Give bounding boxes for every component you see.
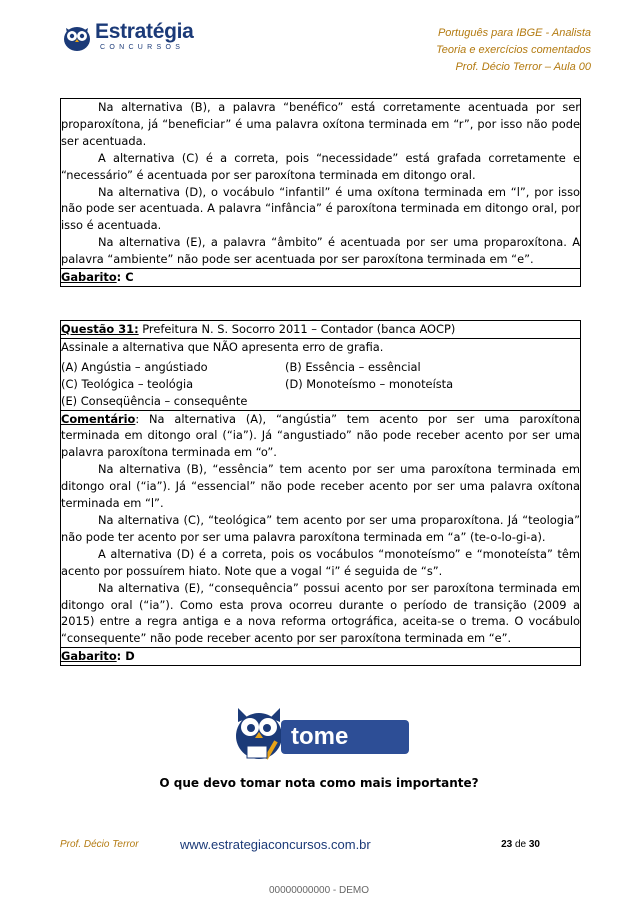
question-prompt: Assinale a alternativa que NÃO apresenta erro de grafia. xyxy=(61,338,580,356)
paragraph: A alternativa (C) é a correta, pois “necessidade” está grafada corretamente e “necessário” é acentuada por ser paroxítona terminada em ditongo oral. xyxy=(61,150,580,182)
question-31-box xyxy=(60,320,581,666)
footer-author: Prof. Décio Terror xyxy=(60,839,139,850)
gabarito xyxy=(61,268,580,286)
paragraph: Na alternativa (C), “teológica” tem acento por ser uma proparoxítona. Já “teologia” não pode ter acento por ser uma palavra paroxítona terminada em “a” (te-o-lo-gi-a). xyxy=(61,512,580,544)
tome-nota-label-box xyxy=(281,720,409,784)
page-footer xyxy=(60,837,579,853)
question-source: Prefeitura N. S. Socorro 2011 – Contador (banca AOCP) xyxy=(138,322,456,336)
demo-watermark: 00000000000 - DEMO xyxy=(268,885,370,896)
comment-first-paragraph xyxy=(61,411,580,462)
options-list xyxy=(61,359,580,410)
paragraph: Na alternativa (E), “consequência” possui acento por ser paroxítona terminada em ditongo oral (“ia”). Como esta prova ocorreu durante o período de transição (2009 a 2015) entre a regra antiga e a nova reforma ortográfica, aceita-se o trema. O vocábulo “consequente” não pode receber acento por ser paroxítona terminada em “e”. xyxy=(61,580,580,646)
page-current: 23 xyxy=(501,839,513,850)
option-c: (C) Teológica – teológia xyxy=(61,376,194,391)
header-subtitle: Teoria e exercícios comentados xyxy=(436,44,591,56)
gabarito-label: Gabarito xyxy=(61,270,117,285)
section-question: O que devo tomar nota como mais importante? xyxy=(159,776,479,790)
logo-subtitle: CONCURSOS xyxy=(100,44,185,51)
gabarito-label: Gabarito xyxy=(61,649,117,664)
answer-box-previous xyxy=(60,98,581,287)
question-title xyxy=(61,321,580,338)
question-number: Questão 31: xyxy=(61,322,139,336)
estrategia-logo xyxy=(62,20,212,60)
footer-website-link[interactable]: www.estrategiaconcursos.com.br xyxy=(180,837,371,852)
tome-nota-banner xyxy=(229,700,409,784)
page-separator: de xyxy=(512,839,529,850)
logo-name: Estratégia xyxy=(95,20,194,43)
gabarito-value: C xyxy=(125,270,134,285)
page-number xyxy=(501,839,540,850)
option-d: (D) Monoteísmo – monoteísta xyxy=(285,376,454,391)
header-lesson: Prof. Décio Terror – Aula 00 xyxy=(455,61,591,73)
header-course: Português para IBGE - Analista xyxy=(437,27,591,39)
comment xyxy=(61,410,580,648)
gabarito-separator: : xyxy=(116,649,126,664)
gabarito-value: D xyxy=(125,649,135,664)
paragraph: Na alternativa (E), a palavra “âmbito” é acentuada por ser uma proparoxítona. A palavra “ambiente” não pode ser acentuada por ser paroxítona terminada em “e”. xyxy=(61,235,580,267)
option-b: (B) Essência – essêncial xyxy=(285,359,421,374)
option-a: (A) Angústia – angústiado xyxy=(61,359,208,374)
page-total: 30 xyxy=(528,839,540,850)
paragraph: Na alternativa (B), a palavra “benéfico” está corretamente acentuada por ser proparoxítona, já “beneficiar” é uma palavra oxítona terminada em “r”, por isso não pode ser acentuada. xyxy=(61,100,580,148)
comment-label: Comentário xyxy=(61,411,136,426)
paragraph: A alternativa (D) é a correta, pois os vocábulos “monoteísmo” e “monoteísta” têm acento por possuírem hiato. Note que a vogal “i” é seguida de “s”. xyxy=(61,546,580,578)
option-e: (E) Conseqüência – consequênte xyxy=(61,393,248,408)
page-header xyxy=(436,25,591,76)
owl-logo-icon xyxy=(62,22,92,52)
comment-text: : Na alternativa (A), “angústia” tem acento por ser uma paroxítona terminada em ditongo oral (“ia”). Já “angustiado” não pode receber acento por ser uma palavra paroxítona terminada em “o”. xyxy=(61,411,580,460)
paragraph: Na alternativa (D), o vocábulo “infantil” é uma oxítona terminada em “l”, por isso não pode ser acentuada. A palavra “infância” é paroxítona terminada em ditongo oral, por isso é acentuada. xyxy=(61,184,580,233)
tome-nota-label: tome nota! xyxy=(291,723,350,784)
paragraph: Na alternativa (B), “essência” tem acento por ser uma paroxítona terminada em ditongo oral (“ia”). Já “essencial” não pode receber acento por ser uma palavra oxítona terminada em “l”. xyxy=(61,462,580,511)
gabarito xyxy=(61,647,580,665)
gabarito-separator: : xyxy=(116,270,126,285)
